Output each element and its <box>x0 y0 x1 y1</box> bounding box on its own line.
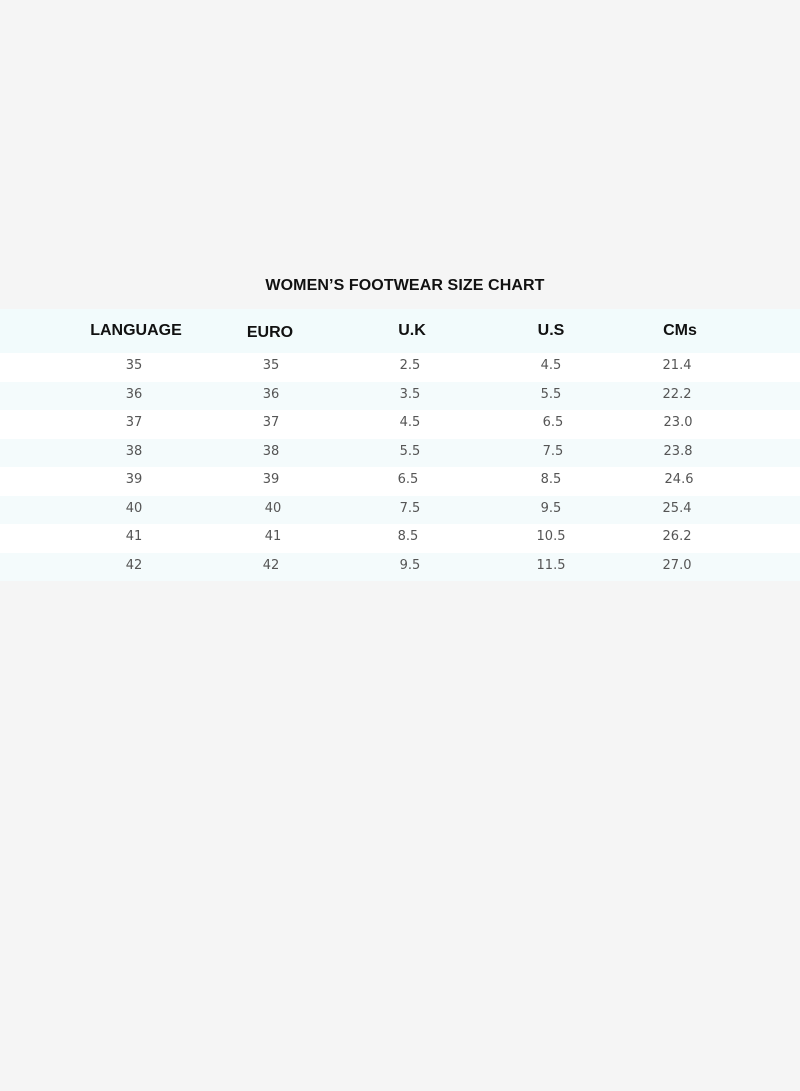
cell-us: 8.5 <box>540 472 562 487</box>
cell-language: 38 <box>125 443 143 459</box>
cell-us: 6.5 <box>542 415 564 430</box>
cell-us: 10.5 <box>536 529 566 544</box>
cell-cms: 27.0 <box>662 557 692 573</box>
header-euro: EURO <box>246 324 294 341</box>
cell-us: 7.5 <box>542 443 564 459</box>
cell-uk: 7.5 <box>399 500 421 516</box>
cell-euro: 39 <box>262 472 280 487</box>
cell-uk: 4.5 <box>399 415 421 430</box>
cell-euro: 35 <box>262 358 280 373</box>
cell-language: 39 <box>125 472 143 487</box>
cell-language: 40 <box>125 500 143 516</box>
cell-cms: 21.4 <box>662 358 692 373</box>
cell-language: 41 <box>125 529 143 544</box>
cell-language: 37 <box>125 415 143 430</box>
cell-euro: 37 <box>262 415 280 430</box>
cell-uk: 8.5 <box>397 529 419 544</box>
cell-euro: 40 <box>264 500 282 516</box>
cell-language: 36 <box>125 386 143 402</box>
cell-uk: 5.5 <box>399 443 421 459</box>
cell-uk: 3.5 <box>399 386 421 402</box>
cell-us: 9.5 <box>540 500 562 516</box>
cell-cms: 26.2 <box>662 529 692 544</box>
cell-language: 35 <box>125 358 143 373</box>
cell-uk: 6.5 <box>397 472 419 487</box>
cell-language: 42 <box>125 557 143 573</box>
cell-euro: 41 <box>264 529 282 544</box>
cell-euro: 36 <box>262 386 280 402</box>
header-language: LANGUAGE <box>90 322 182 339</box>
cell-us: 5.5 <box>540 386 562 402</box>
cell-euro: 42 <box>262 557 280 573</box>
cell-cms: 23.8 <box>663 443 693 459</box>
chart-title: WOMEN’S FOOTWEAR SIZE CHART <box>265 277 545 294</box>
cell-us: 11.5 <box>536 557 566 573</box>
header-cms: CMs <box>663 322 697 339</box>
cell-cms: 25.4 <box>662 500 692 516</box>
cell-euro: 38 <box>262 443 280 459</box>
cell-uk: 2.5 <box>399 358 421 373</box>
cell-cms: 24.6 <box>664 472 694 487</box>
cell-cms: 23.0 <box>663 415 693 430</box>
header-us: U.S <box>537 322 565 339</box>
cell-uk: 9.5 <box>399 557 421 573</box>
header-uk: U.K <box>398 322 426 339</box>
cell-cms: 22.2 <box>662 386 692 402</box>
cell-us: 4.5 <box>540 358 562 373</box>
